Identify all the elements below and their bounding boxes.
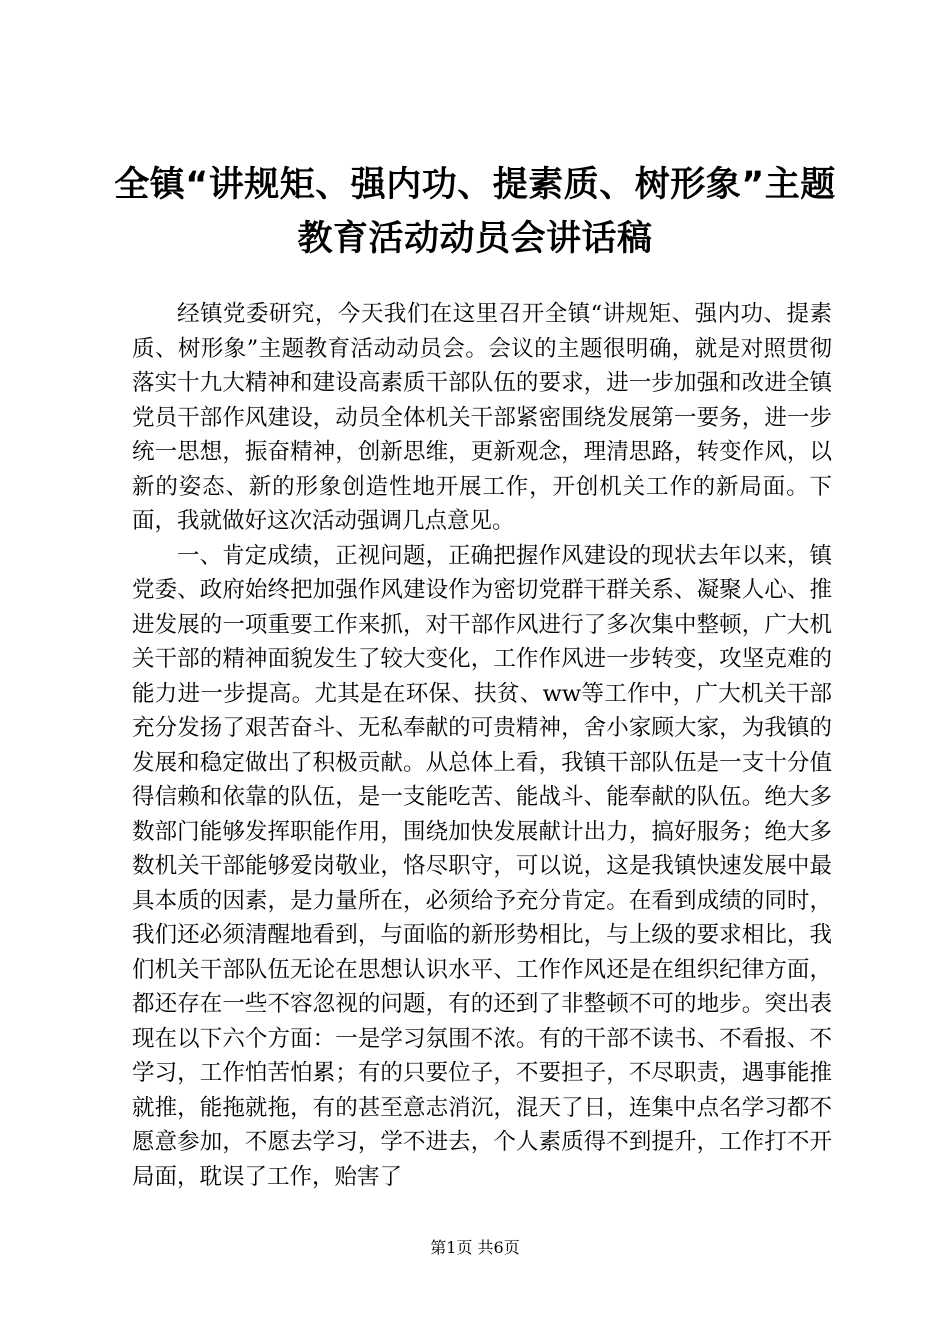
page-footer: 第1页 共6页: [430, 1238, 520, 1257]
document-title: 全镇“讲规矩、强内功、提素质、树形象”主题教育活动动员会讲话稿: [114, 165, 836, 259]
paragraph: 经镇党委研究，今天我们在这里召开全镇“讲规矩、强内功、提素质、树形象”主题教育活动动员会。会议的主题很明确，就是对照贯彻落实十九大精神和建设高素质干部队伍的要求，进一步加强和改进全镇党员干部作风建设，动员全体机关干部紧密围绕发展第一要务，进一步统一思想，振奋精神，创新思维，更新观念，理清思路，转变作风，以新的姿态、新的形象创造性地开展工作，开创机关工作的新局面。下面，我就做好这次活动强调几点意见。: [132, 301, 832, 534]
document-body: [132, 297, 832, 1194]
paragraph: 一、肯定成绩，正视问题，正确把握作风建设的现状去年以来，镇党委、政府始终把加强作风建设作为密切党群干群关系、凝聚人心、推进发展的一项重要工作来抓，对干部作风进行了多次集中整顿，广大机关干部的精神面貌发生了较大变化，工作作风进一步转变，攻坚克难的能力进一步提高。尤其是在环保、扶贫、ww等工作中，广大机关干部充分发扬了艰苦奋斗、无私奉献的可贵精神，舍小家顾大家，为我镇的发展和稳定做出了积极贡献。从总体上看，我镇干部队伍是一支十分值得信赖和依靠的队伍，是一支能吃苦、能战斗、能奉献的队伍。绝大多数部门能够发挥职能作用，围绕加快发展献计出力，搞好服务；绝大多数机关干部能够爱岗敬业，恪尽职守，可以说，这是我镇快速发展中最具本质的因素，是力量所在，必须给予充分肯定。在看到成绩的同时，我们还必须清醒地看到，与面临的新形势相比，与上级的要求相比，我们机关干部队伍无论在思想认识水平、工作作风还是在组织纪律方面，都还存在一些不容忽视的问题，有的还到了非整顿不可的地步。突出表现在以下六个方面：一是学习氛围不浓。有的干部不读书、不看报、不学习，工作怕苦怕累；有的只要位子，不要担子，不尽职责，遇事能推就推，能拖就拖，有的甚至意志消沉，混天了日，连集中点名学习都不愿意参加，不愿去学习，学不进去，个人素质得不到提升，工作打不开局面，耽误了工作，贻害了: [132, 542, 832, 1190]
